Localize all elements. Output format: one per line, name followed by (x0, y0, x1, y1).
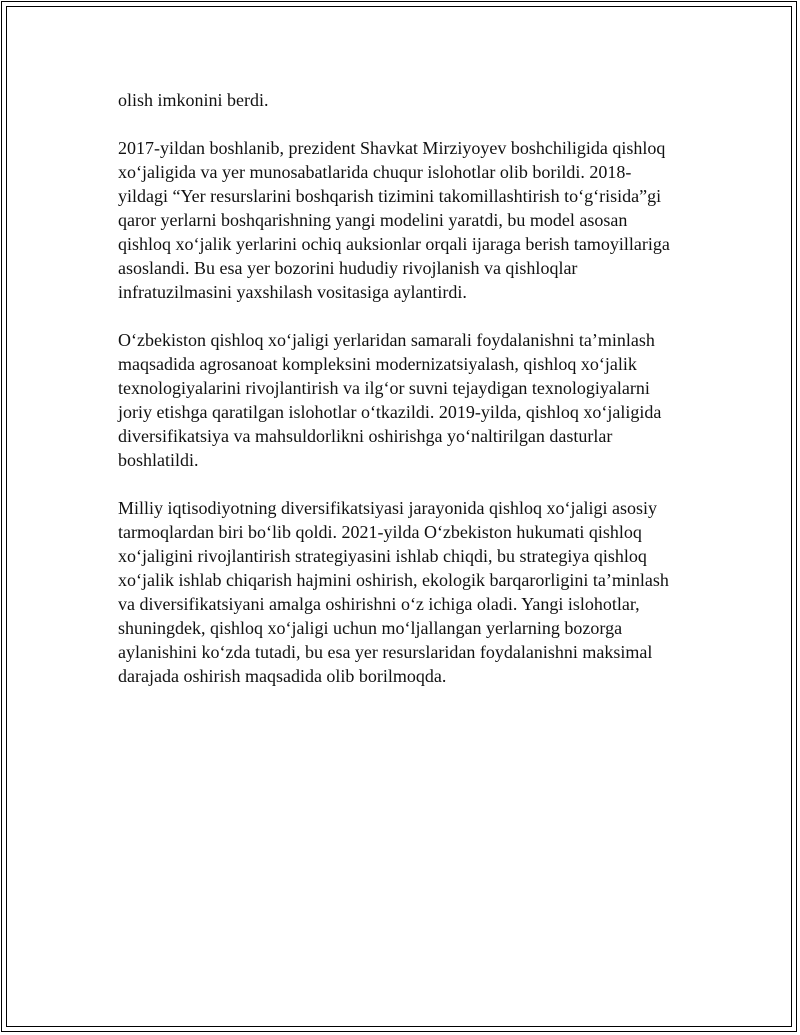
text-line: joriy etishga qaratilgan islohotlar o‘tkazildi. 2019-yilda, qishloq xo‘jaligida (118, 402, 662, 422)
text-line: shuningdek, qishloq xo‘jaligi uchun mo‘ljallangan yerlarning bozorga (118, 618, 623, 638)
text-line: xo‘jalik ishlab chiqarish hajmini oshirish, ekologik barqarorligini ta’minlash (118, 570, 669, 590)
text-line: texnologiyalarini rivojlantirish va ilg‘or suvni tejaydigan texnologiyalarni (118, 378, 650, 398)
text-line: xo‘jaligini rivojlantirish strategiyasini ishlab chiqdi, bu strategiya qishloq (118, 546, 647, 566)
text-line: aylanishini ko‘zda tutadi, bu esa yer resurslaridan foydalanishni maksimal (118, 642, 653, 662)
text-line: qaror yerlarni boshqarishning yangi modelini yaratdi, bu model asosan (118, 210, 628, 230)
paragraph-2 (118, 136, 678, 304)
text-line: tarmoqlardan biri bo‘lib qoldi. 2021-yilda O‘zbekiston hukumati qishloq (118, 522, 642, 542)
text-line: asoslandi. Bu esa yer bozorini hududiy rivojlanish va qishloqlar (118, 258, 578, 278)
text-line: qishloq xo‘jalik yerlarini ochiq auksionlar orqali ijaraga berish tamoyillariga (118, 234, 670, 254)
text-line: darajada oshirish maqsadida olib borilmoqda. (118, 666, 447, 686)
text-line: yildagi “Yer resurslarini boshqarish tizimini takomillashtirish to‘g‘risida”gi (118, 186, 662, 206)
paragraph-4 (118, 496, 678, 688)
text-line: xo‘jaligida va yer munosabatlarida chuqur islohotlar olib borildi. 2018- (118, 162, 632, 182)
text-line: olish imkonini berdi. (118, 90, 269, 110)
text-line: maqsadida agrosanoat kompleksini modernizatsiyalash, qishloq xo‘jalik (118, 354, 637, 374)
document-body (118, 88, 678, 712)
text-line: va diversifikatsiyani amalga oshirishni o‘z ichiga oladi. Yangi islohotlar, (118, 594, 640, 614)
text-line: 2017-yildan boshlanib, prezident Shavkat Mirziyoyev boshchiligida qishloq (118, 138, 666, 158)
text-line: infratuzilmasini yaxshilash vositasiga aylantirdi. (118, 282, 467, 302)
text-line: Milliy iqtisodiyotning diversifikatsiyasi jarayonida qishloq xo‘jaligi asosiy (118, 498, 657, 518)
paragraph-1 (118, 88, 678, 112)
text-line: boshlatildi. (118, 450, 199, 470)
text-line: diversifikatsiya va mahsuldorlikni oshirishga yo‘naltirilgan dasturlar (118, 426, 613, 446)
paragraph-3 (118, 328, 678, 472)
text-line: O‘zbekiston qishloq xo‘jaligi yerlaridan samarali foydalanishni ta’minlash (118, 330, 655, 350)
